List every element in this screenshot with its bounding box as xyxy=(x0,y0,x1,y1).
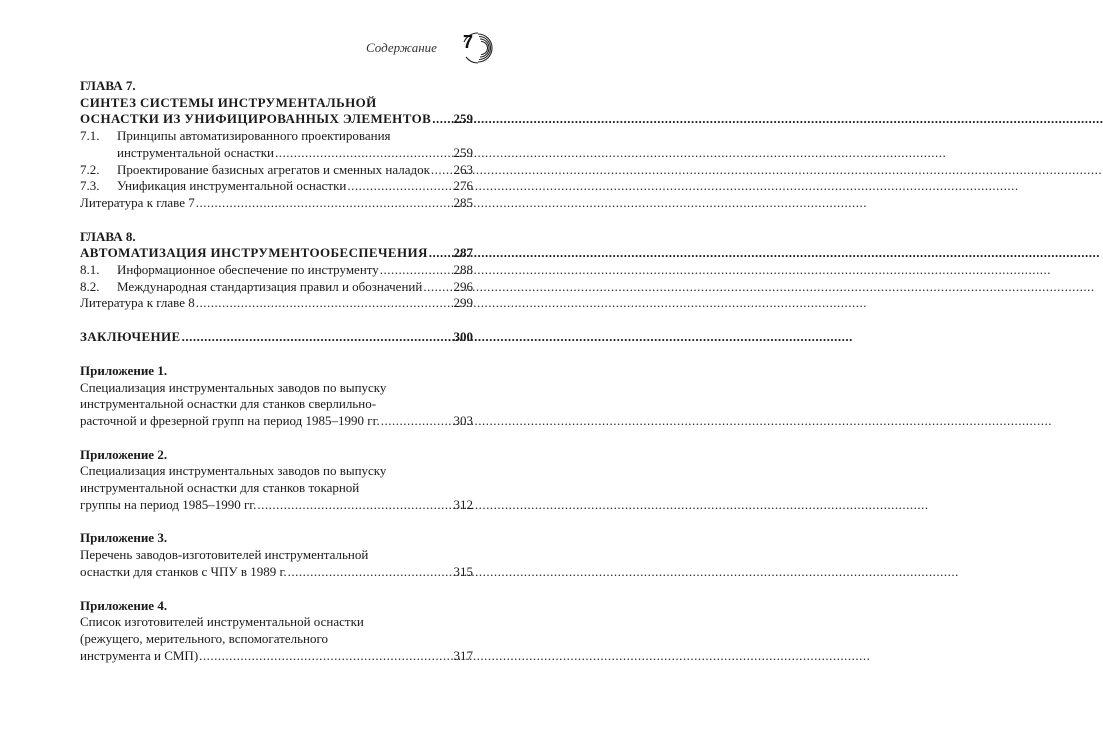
appendix-text-line: расточной и фрезерной групп на период 1985–1990 гг. xyxy=(80,412,380,428)
page-ref: 276 xyxy=(453,178,473,194)
dot-leader xyxy=(199,648,452,665)
conclusion-title: ЗАКЛЮЧЕНИЕ xyxy=(80,329,181,345)
chapter-8 xyxy=(80,229,473,313)
appendix-text-line: группы на период 1985–1990 гг. xyxy=(80,496,257,512)
literature-title: Литература к главе 7 xyxy=(80,194,195,210)
running-header xyxy=(0,26,600,66)
appendix-entry xyxy=(80,497,473,514)
chapter-7 xyxy=(80,78,473,212)
page-ref: 287 xyxy=(453,245,473,261)
toc-entry xyxy=(80,195,473,212)
dot-leader xyxy=(257,497,452,514)
appendix-text-line: оснастки для станков с ЧПУ в 1989 г. xyxy=(80,563,287,579)
page-ref: 288 xyxy=(453,262,473,278)
appendix-text-line: (режущего, мерительного, вспомогательного xyxy=(80,630,329,646)
page-ref: 317 xyxy=(453,647,473,663)
toc-entry xyxy=(80,145,473,162)
page-ref: 299 xyxy=(453,295,473,311)
dot-leader xyxy=(432,111,452,128)
chapter-label: ГЛАВА 8. xyxy=(80,228,136,244)
page-ref: 263 xyxy=(453,161,473,177)
chapter-title-line: ОСНАСТКИ ИЗ УНИФИЦИРОВАННЫХ ЭЛЕМЕНТОВ xyxy=(80,111,432,127)
section-title: инструментальной оснастки xyxy=(117,144,274,160)
toc-entry xyxy=(80,178,473,195)
appendix-text-line: Список изготовителей инструментальной оснастки xyxy=(80,614,364,630)
section-number: 7.2. xyxy=(80,161,100,177)
appendix-entry xyxy=(80,648,473,665)
conclusion-entry xyxy=(80,329,473,346)
toc-entry xyxy=(80,162,473,179)
appendix-text-line: инструментальной оснастки для станков сверлильно- xyxy=(80,396,377,412)
page-ref: 259 xyxy=(453,144,473,160)
section-title: Унификация инструментальной оснастки xyxy=(117,178,347,194)
appendix-label: Приложение 4. xyxy=(80,597,168,613)
dot-leader xyxy=(423,279,452,296)
page-ref: 312 xyxy=(453,496,473,512)
chapter-title-entry xyxy=(80,245,473,262)
page-number: 7 xyxy=(463,32,474,52)
appendix-entry xyxy=(80,564,473,581)
page-ref: 285 xyxy=(453,194,473,210)
appendix-text-line: инструмента и СМП) xyxy=(80,647,199,663)
appendix-text-line: Перечень заводов-изготовителей инструментальной xyxy=(80,547,369,563)
toc-entry xyxy=(80,295,473,312)
section-title: Международная стандартизация правил и обозначений xyxy=(117,278,423,294)
table-of-contents xyxy=(80,78,473,664)
appendix-text-line: инструментальной оснастки для станков токарной xyxy=(80,480,360,496)
dot-leader xyxy=(182,329,453,346)
section-title: Принципы автоматизированного проектирования xyxy=(117,128,391,144)
toc-entry xyxy=(80,262,473,279)
page-ref: 315 xyxy=(453,563,473,579)
dot-leader xyxy=(196,295,453,312)
dot-leader xyxy=(381,413,453,430)
appendix-text-line: Специализация инструментальных заводов по выпуску xyxy=(80,379,387,395)
dot-leader xyxy=(347,178,452,195)
appendix-4 xyxy=(80,598,473,665)
appendix-label: Приложение 3. xyxy=(80,530,168,546)
section-number: 7.1. xyxy=(80,128,100,144)
appendix-1 xyxy=(80,363,473,430)
dot-leader xyxy=(196,195,453,212)
page-ref: 296 xyxy=(453,278,473,294)
section-number: 8.1. xyxy=(80,262,100,278)
dot-leader xyxy=(380,262,453,279)
appendix-3 xyxy=(80,530,473,580)
appendix-2 xyxy=(80,447,473,514)
toc-entry xyxy=(80,128,473,145)
dot-leader xyxy=(288,564,453,581)
chapter-title-line: АВТОМАТИЗАЦИЯ ИНСТРУМЕНТООБЕСПЕЧЕНИЯ xyxy=(80,245,428,261)
toc-entry xyxy=(80,279,473,296)
appendix-label: Приложение 2. xyxy=(80,446,168,462)
section-title: Информационное обеспечение по инструменту xyxy=(117,262,379,278)
dot-leader xyxy=(275,145,453,162)
appendix-text-line: Специализация инструментальных заводов по выпуску xyxy=(80,463,387,479)
chapter-title-line: СИНТЕЗ СИСТЕМЫ ИНСТРУМЕНТАЛЬНОЙ xyxy=(80,94,377,110)
dot-leader xyxy=(429,245,453,262)
chapter-label: ГЛАВА 7. xyxy=(80,78,136,93)
page-ref: 300 xyxy=(453,329,473,345)
section-title: Проектирование базисных агрегатов и сменных наладок xyxy=(117,161,430,177)
chapter-title-entry xyxy=(80,111,473,128)
literature-title: Литература к главе 8 xyxy=(80,295,195,311)
appendix-label: Приложение 1. xyxy=(80,362,168,378)
header-title: Содержание xyxy=(366,40,437,55)
appendix-entry xyxy=(80,413,473,430)
dot-leader xyxy=(431,162,453,179)
section-number: 8.2. xyxy=(80,278,100,294)
page-ref: 303 xyxy=(453,412,473,428)
section-number: 7.3. xyxy=(80,178,100,194)
page-ref: 259 xyxy=(453,111,473,127)
